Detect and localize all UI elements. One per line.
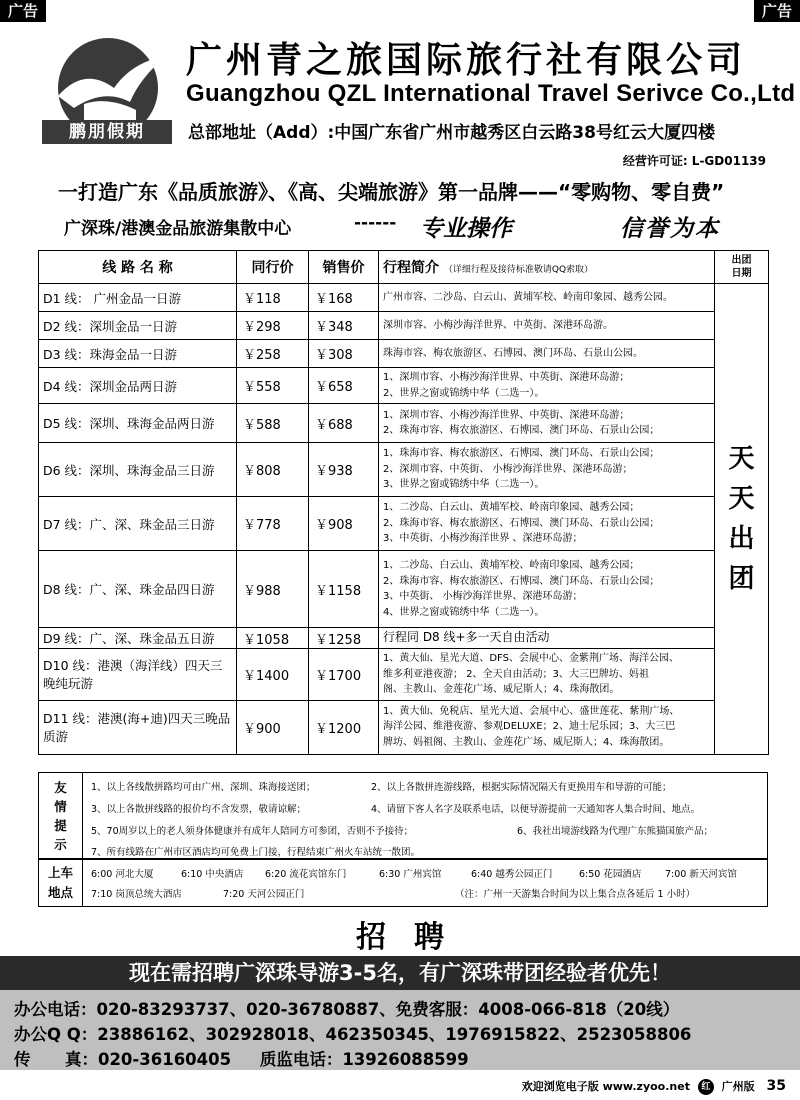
- sale-price: ￥308: [309, 340, 379, 368]
- itinerary-line: 1、黄大仙、免税店、星光大道、会展中心、盛世莲花、紫荆广场、: [383, 705, 680, 717]
- route-row: [39, 497, 769, 551]
- itinerary-line: 4、世界之窗或锦绣中华（二选一）。: [383, 606, 545, 618]
- tips-side-char: 友: [54, 779, 67, 795]
- itinerary-line: 1、深圳市容、小梅沙海洋世界、中英街、深港环岛游；: [383, 409, 630, 421]
- recruit-title: 招聘: [356, 920, 472, 955]
- peer-price: ￥808: [237, 443, 309, 497]
- logo-label: 鹏朋假期: [42, 120, 172, 144]
- route-name: D9 线：广、深、珠金品五日游: [39, 628, 237, 649]
- route-row: [39, 404, 769, 443]
- itinerary-line: 1、珠海市容、梅农旅游区、石博园、澳门环岛、石景山公园；: [383, 448, 660, 460]
- itinerary: [379, 551, 715, 628]
- pickup-box: [38, 859, 768, 907]
- departure-daily: [715, 284, 769, 755]
- peer-price: ￥298: [237, 312, 309, 340]
- pickup-point: 7:20 天河公园正门: [223, 889, 305, 900]
- itinerary: [379, 284, 715, 312]
- pickup-side-line1: 上车: [47, 865, 73, 880]
- header-itinerary: [379, 251, 715, 284]
- departure-char: 出: [728, 523, 755, 554]
- pickup-point: 6:10 中央酒店: [181, 869, 244, 880]
- license-number: 经营许可证: L-GD01139: [622, 154, 766, 168]
- company-name-chinese: 广州青之旅国际旅行社有限公司: [186, 40, 747, 81]
- peer-price: ￥258: [237, 340, 309, 368]
- tip-4: 4、请留下客人名字及联系电话，以便导游提前一天通知客人集合时间、地点。: [371, 804, 701, 815]
- ad-label-left: 广告: [0, 0, 46, 22]
- sale-price: ￥1258: [309, 628, 379, 649]
- itinerary-line: 2、珠海市容、梅农旅游区、石博园、澳门环岛、石景山公园；: [383, 425, 660, 436]
- itinerary-line: 海洋公园、维港夜游、参观DELUXE；2、迪士尼乐园；3、大三巴: [383, 721, 676, 733]
- header-sale-price: 销售价: [309, 251, 379, 284]
- sale-price: ￥1158: [309, 551, 379, 628]
- tip-6: 6、我社出境游线路为代理广东熊猫国旅产品；: [517, 826, 714, 837]
- page-number: 35: [766, 1078, 786, 1094]
- route-name: D5 线：深圳、珠海金品两日游: [39, 404, 237, 443]
- pickup-point: 7:10 岗顶总统大酒店: [91, 889, 182, 900]
- pickup-note: （注：广州一天游集合时间为以上集合点各延后 1 小时）: [455, 889, 696, 900]
- itinerary: [379, 312, 715, 340]
- route-row: [39, 340, 769, 368]
- company-name-english: Guangzhou QZL International Travel Serivce Co.,Ltd: [186, 80, 796, 107]
- pickup-point: 6:00 河北大厦: [91, 869, 154, 880]
- departure-char: 天: [728, 443, 755, 474]
- itinerary-line: 3、世界之窗或锦绣中华（二选一）。: [383, 479, 545, 491]
- sale-price: ￥908: [309, 497, 379, 551]
- peer-price: ￥588: [237, 404, 309, 443]
- peer-price: ￥778: [237, 497, 309, 551]
- itinerary: [379, 368, 715, 404]
- sale-price: ￥1700: [309, 649, 379, 701]
- itinerary-line: 维多利亚港夜游； 2、全天自由活动；3、大三巴牌坊、妈祖: [383, 668, 649, 680]
- header-itinerary-note: （详细行程及接待标准敬请QQ索取）: [443, 265, 594, 275]
- pickup-side-line2: 地点: [47, 885, 73, 900]
- route-row: [39, 551, 769, 628]
- route-name: D7 线：广、深、珠金品三日游: [39, 497, 237, 551]
- tips-side-char: 提: [54, 818, 67, 834]
- ad-label-right: 广告: [754, 0, 800, 22]
- peer-price: ￥558: [237, 368, 309, 404]
- tip-7: 7、所有线路在广州市区酒店均可免费上门接，行程结束广州火车站统一散团。: [91, 847, 421, 858]
- pickup-point: 6:20 流花宾馆东门: [265, 869, 347, 880]
- header-itinerary-label: 行程简介: [383, 260, 439, 276]
- itinerary: [379, 497, 715, 551]
- header-departure-line1: 出团: [731, 255, 752, 266]
- pickup-point: 7:00 新天河宾馆: [665, 869, 737, 880]
- itinerary: [379, 404, 715, 443]
- sale-price: ￥938: [309, 443, 379, 497]
- footer-edition: 广州版: [721, 1080, 755, 1093]
- itinerary-line: 珠海市容、梅农旅游区、石博园、澳门环岛、石景山公园。: [383, 347, 643, 359]
- route-name: D6 线：深圳、珠海金品三日游: [39, 443, 237, 497]
- sale-price: ￥168: [309, 284, 379, 312]
- peer-price: ￥1400: [237, 649, 309, 701]
- itinerary: [379, 628, 715, 649]
- itinerary: [379, 700, 715, 754]
- itinerary-line: 1、二沙岛、白云山、黄埔军校、岭南印象园、越秀公园；: [383, 560, 640, 571]
- itinerary-line: 2、珠海市容、梅农旅游区、石博园、澳门环岛、石景山公园；: [383, 575, 660, 587]
- pickup-point: 6:30 广州宾馆: [379, 869, 442, 880]
- route-row: [39, 443, 769, 497]
- route-name: D10 线：港澳（海洋线）四天三晚纯玩游: [39, 649, 237, 701]
- pickup-side-label: [39, 860, 83, 906]
- itinerary-line: 2、珠海市容、梅农旅游区、石博园、澳门环岛、石景山公园；: [383, 517, 660, 529]
- header-departure-line2: 日期: [731, 268, 752, 279]
- slogan-credit: 信誉为本: [620, 216, 720, 242]
- itinerary-line: 广州市容、二沙岛、白云山、黄埔军校、岭南印象园、越秀公园。: [383, 291, 673, 303]
- tip-5: 5、70周岁以上的老人须身体健康并有成年人陪同方可参团，否则不予接待；: [91, 826, 414, 837]
- itinerary: [379, 443, 715, 497]
- slogan-main: 一打造广东《品质旅游》、《高、尖端旅游》第一品牌——“零购物、零自费”: [58, 180, 725, 204]
- contact-box: [0, 990, 800, 1070]
- peer-price: ￥1058: [237, 628, 309, 649]
- itinerary-line: 3、中英街、小梅沙海洋世界 、深港环岛游；: [383, 533, 583, 545]
- fax-and-supervision: 传 真：020-36160405 质监电话：13926088599: [14, 1050, 469, 1069]
- footer-badge: 红: [698, 1079, 714, 1095]
- footer-website: 欢迎浏览电子版 www.zyoo.net: [521, 1080, 690, 1093]
- itinerary-line: 行程同 D8 线+多一天自由活动: [383, 630, 550, 645]
- company-address: 总部地址（Add）:中国广东省广州市越秀区白云路38号红云大厦四楼: [188, 123, 715, 143]
- page-footer: [522, 1078, 786, 1095]
- office-phone: 办公电话：020-83293737、020-36780887、免费客服：4008-066-818（20线）: [14, 1000, 680, 1019]
- pickup-point: 6:50 花园酒店: [579, 869, 642, 880]
- route-row: [39, 284, 769, 312]
- itinerary-line: 1、黄大仙、星光大道、DFS、会展中心、金紫荆广场、海洋公园、: [383, 653, 679, 664]
- route-name: D1 线： 广州金品一日游: [39, 284, 237, 312]
- tips-side-char: 示: [54, 837, 67, 853]
- header-departure: [715, 251, 769, 284]
- itinerary-line: 牌坊、妈祖阁、主教山、金莲花广场、威尼斯人；4、珠海散团。: [383, 736, 670, 748]
- tips-side-char: 情: [54, 798, 67, 814]
- tip-1: 1、以上各线散拼路均可由广州、深圳、珠海接送团；: [91, 782, 316, 793]
- route-price-table: [38, 250, 769, 755]
- header-peer-price: 同行价: [237, 251, 309, 284]
- itinerary-line: 2、世界之窗或锦绣中华（二选一）。: [383, 387, 545, 399]
- peer-price: ￥988: [237, 551, 309, 628]
- route-row: [39, 368, 769, 404]
- route-row: [39, 649, 769, 701]
- slogan-dashes: ------: [354, 213, 397, 233]
- itinerary-line: 2、深圳市容、中英街、 小梅沙海洋世界、深港环岛游；: [383, 463, 633, 475]
- sale-price: ￥1200: [309, 700, 379, 754]
- route-name: D3 线：珠海金品一日游: [39, 340, 237, 368]
- sale-price: ￥688: [309, 404, 379, 443]
- office-qq: 办公Q Q：23886162、302928018、462350345、1976915822、2523058806: [14, 1025, 692, 1044]
- itinerary-line: 1、二沙岛、白云山、黄埔军校、岭南印象园、越秀公园；: [383, 502, 640, 514]
- route-name: D8 线：广、深、珠金品四日游: [39, 551, 237, 628]
- departure-char: 天: [728, 483, 755, 514]
- route-name: D11 线：港澳(海+迪)四天三晚品质游: [39, 700, 237, 754]
- tips-box: [38, 772, 768, 859]
- pickup-point: 6:40 越秀公园正门: [471, 869, 553, 880]
- itinerary-line: 3、中英街、 小梅沙海洋世界、深港环岛游；: [383, 591, 583, 602]
- itinerary: [379, 649, 715, 701]
- itinerary: [379, 340, 715, 368]
- route-name: D4 线：深圳金品两日游: [39, 368, 237, 404]
- header-route: 线 路 名 称: [39, 251, 237, 284]
- peer-price: ￥118: [237, 284, 309, 312]
- tip-2: 2、以上各散拼连游线路，根据实际情况隔天有更换用车和导游的可能；: [371, 782, 672, 793]
- tips-side-label: [39, 773, 83, 858]
- sale-price: ￥348: [309, 312, 379, 340]
- peer-price: ￥900: [237, 700, 309, 754]
- table-header-row: [39, 251, 769, 284]
- route-name: D2 线：深圳金品一日游: [39, 312, 237, 340]
- itinerary-line: 1、深圳市容、小梅沙海洋世界、中英街、深港环岛游；: [383, 372, 630, 383]
- itinerary-line: 深圳市容、小梅沙海洋世界、中英街、深港环岛游。: [383, 319, 613, 331]
- route-row: [39, 312, 769, 340]
- recruit-banner: 现在需招聘广深珠导游3-5名，有广深珠带团经验者优先！: [0, 956, 800, 990]
- route-row: [39, 700, 769, 754]
- departure-char: 团: [728, 563, 755, 594]
- slogan-professional: 专业操作: [420, 216, 512, 242]
- slogan-center: 广深珠/港澳金品旅游集散中心: [64, 219, 292, 239]
- sale-price: ￥658: [309, 368, 379, 404]
- itinerary-line: 阁、主教山、金莲花广场、威尼斯人；4、珠海散团。: [383, 684, 620, 695]
- tip-3: 3、以上各散拼线路的报价均不含发票，敬请谅解；: [91, 804, 307, 815]
- route-row: [39, 628, 769, 649]
